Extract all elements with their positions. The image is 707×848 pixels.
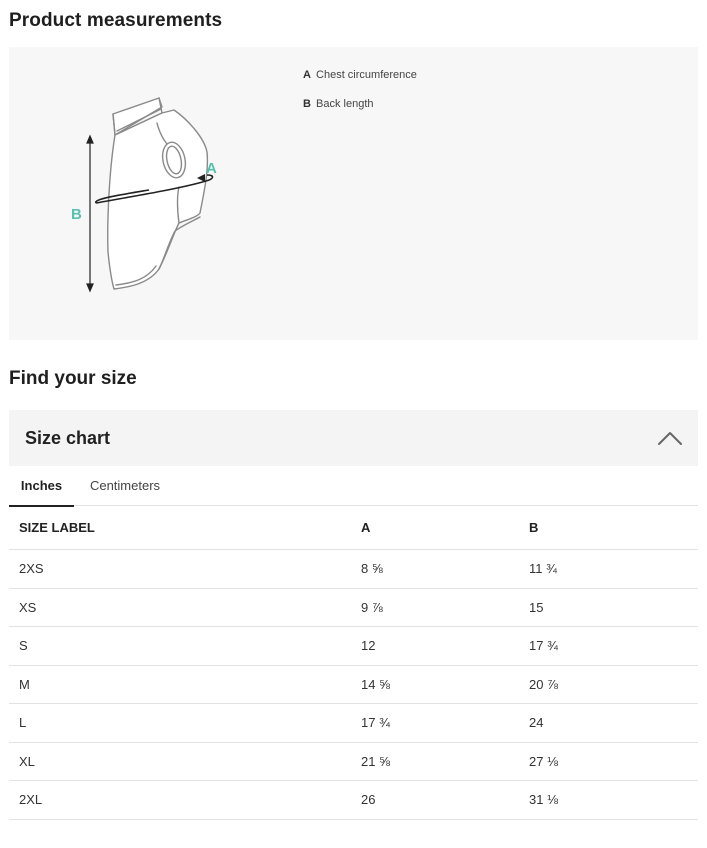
product-measurements-heading: Product measurements [9, 10, 223, 31]
measurement-a-cell: 21 ⅝ [361, 753, 390, 769]
legend-item-chest [303, 67, 417, 96]
size-chart-title: Size chart [25, 428, 111, 448]
size-label-cell: 2XS [19, 561, 44, 577]
measurement-b-cell: 27 ⅛ [529, 753, 558, 769]
tab-inches[interactable]: Inches [9, 466, 74, 506]
table-row [9, 743, 698, 782]
measurement-a-cell: 9 ⅞ [361, 599, 383, 615]
diagram-label-a: A [206, 160, 217, 177]
measurement-b-cell: 31 ⅛ [529, 792, 558, 808]
size-label-cell: S [19, 638, 28, 654]
size-chart-accordion-toggle[interactable] [9, 410, 698, 466]
size-chart-table [9, 506, 698, 820]
measurement-a-cell: 17 ¾ [361, 715, 390, 731]
table-row [9, 704, 698, 743]
measurement-b-cell: 15 [529, 599, 544, 615]
size-label-cell: M [19, 676, 30, 692]
table-header-row [9, 506, 698, 550]
legend-item-back [303, 96, 417, 125]
chevron-up-icon[interactable] [656, 428, 684, 448]
table-row [9, 627, 698, 666]
size-label-cell: XS [19, 599, 37, 615]
measurement-a-cell: 12 [361, 638, 376, 654]
measurement-illustration-panel [9, 47, 698, 340]
find-your-size-heading: Find your size [9, 368, 137, 389]
size-label-cell: 2XL [19, 792, 43, 808]
measurement-b-cell: 20 ⅞ [529, 676, 558, 692]
tab-centimeters[interactable]: Centimeters [89, 478, 161, 493]
size-label-cell: XL [19, 753, 35, 769]
column-header-size-label: SIZE LABEL [19, 520, 95, 535]
diagram-label-b: B [71, 206, 82, 223]
measurement-b-cell: 17 ¾ [529, 638, 558, 654]
measurement-legend [303, 67, 417, 125]
column-header-a: A [361, 520, 371, 535]
legend-text: Back length [316, 98, 374, 110]
unit-tabs [9, 466, 698, 506]
size-label-cell: L [19, 715, 27, 731]
legend-key: B [303, 98, 311, 110]
table-row [9, 666, 698, 705]
column-header-b: B [529, 520, 539, 535]
measurement-a-cell: 8 ⅝ [361, 561, 383, 577]
measurement-b-cell: 24 [529, 715, 544, 731]
legend-text: Chest circumference [316, 69, 417, 81]
measurement-a-cell: 26 [361, 792, 376, 808]
legend-key: A [303, 69, 311, 81]
table-row [9, 589, 698, 628]
table-row [9, 781, 698, 820]
measurement-b-cell: 11 ¾ [529, 561, 557, 577]
table-row [9, 550, 698, 589]
measurement-a-cell: 14 ⅝ [361, 676, 390, 692]
